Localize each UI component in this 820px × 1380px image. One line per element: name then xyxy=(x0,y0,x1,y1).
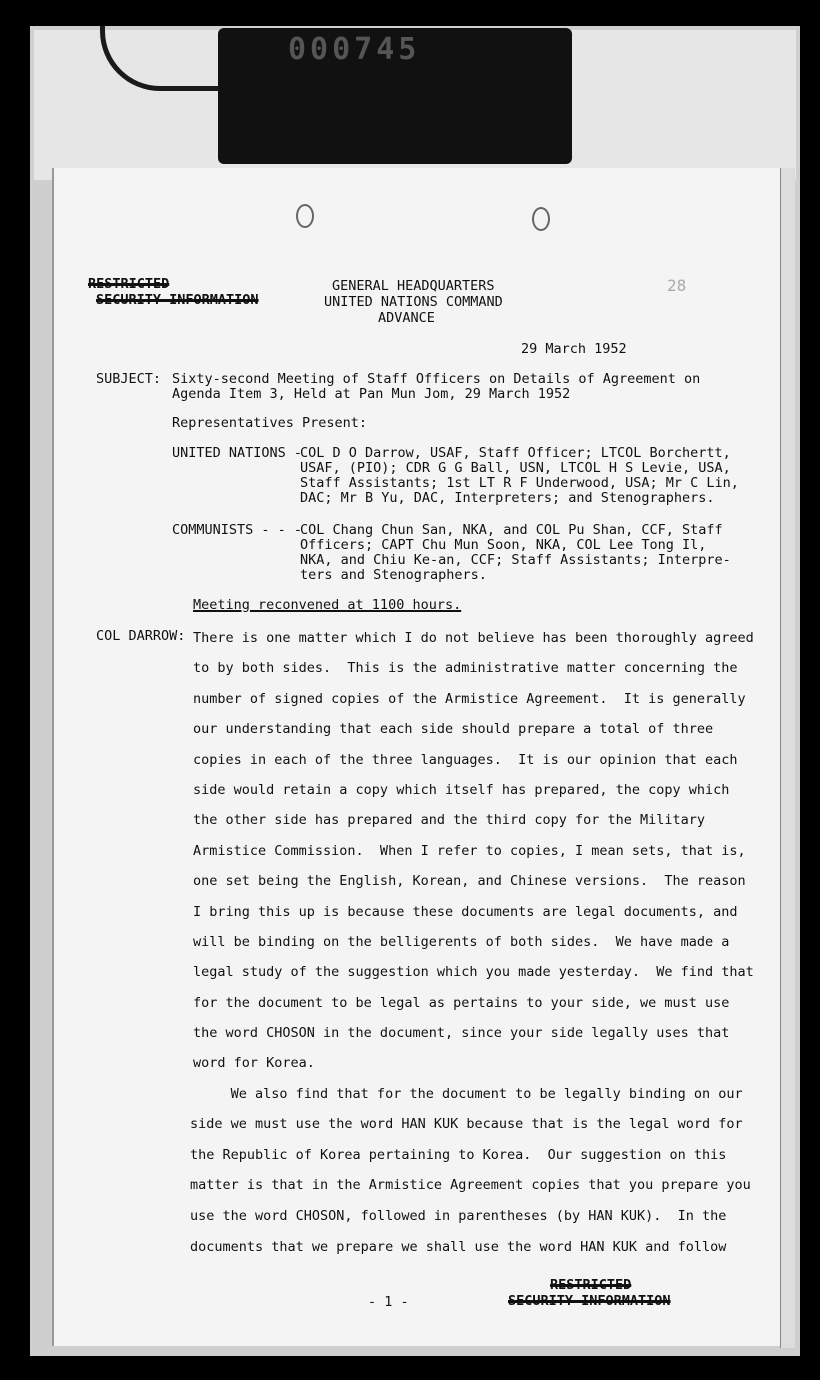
header-line-3: ADVANCE xyxy=(378,310,435,326)
para1-line-6: side would retain a copy which itself has prepared, the copy which xyxy=(193,782,730,798)
un-line-3: Staff Assistants; 1st LT R F Underwood, USA; Mr C Lin, xyxy=(300,475,739,491)
restricted-marking-bottom: RESTRICTED xyxy=(550,1277,632,1293)
page-mark: 28 xyxy=(667,276,687,295)
para1-line-5: copies in each of the three languages. It is our opinion that each xyxy=(193,752,738,768)
communists-line-2: Officers; CAPT Chu Mun Soon, NKA, COL Lee Tong Il, xyxy=(300,537,707,553)
para1-line-8: Armistice Commission. When I refer to copies, I mean sets, that is, xyxy=(193,843,746,859)
para1-line-14: the word CHOSON in the document, since your side legally uses that xyxy=(193,1025,730,1041)
para1-line-13: for the document to be legal as pertains to your side, we must use xyxy=(193,995,730,1011)
subject-line-1: Sixty-second Meeting of Staff Officers on Details of Agreement on xyxy=(172,371,701,387)
para1-line-3: number of signed copies of the Armistice Agreement. It is generally xyxy=(193,691,746,707)
para1-line-15: word for Korea. xyxy=(193,1055,315,1071)
restricted-marking-top: RESTRICTED xyxy=(88,276,170,292)
punch-hole-left xyxy=(296,204,314,228)
communists-line-1: COL Chang Chun San, NKA, and COL Pu Shan, CCF, Staff xyxy=(300,522,723,538)
para2-line-1: We also find that for the document to be legally binding on our xyxy=(190,1086,743,1102)
security-marking-top: SECURITY INFORMATION xyxy=(96,292,259,308)
para2-line-2: side we must use the word HAN KUK because that is the legal word for xyxy=(190,1116,743,1132)
meeting-reconvened: Meeting reconvened at 1100 hours. xyxy=(193,597,462,613)
speaker-label: COL DARROW: xyxy=(96,628,186,644)
header-line-2: UNITED NATIONS COMMAND xyxy=(324,294,503,310)
para2-line-6: documents that we prepare we shall use the word HAN KUK and follow xyxy=(190,1239,727,1255)
para1-line-1: There is one matter which I do not believe has been thoroughly agreed xyxy=(193,630,754,646)
punch-hole-right xyxy=(532,207,550,231)
para1-line-12: legal study of the suggestion which you made yesterday. We find that xyxy=(193,964,754,980)
para2-line-3: the Republic of Korea pertaining to Korea. Our suggestion on this xyxy=(190,1147,727,1163)
para1-line-4: our understanding that each side should prepare a total of three xyxy=(193,721,714,737)
subject-line-2: Agenda Item 3, Held at Pan Mun Jom, 29 March 1952 xyxy=(172,386,571,402)
communists-line-4: ters and Stenographers. xyxy=(300,567,487,583)
un-line-2: USAF, (PIO); CDR G G Ball, USN, LTCOL H S Levie, USA, xyxy=(300,460,731,476)
un-line-1: COL D O Darrow, USAF, Staff Officer; LTCOL Borchertt, xyxy=(300,445,731,461)
communists-label: COMMUNISTS - - - xyxy=(172,522,303,538)
para1-line-2: to by both sides. This is the administrative matter concerning the xyxy=(193,660,738,676)
frame-counter xyxy=(218,28,572,164)
para2-line-5: use the word CHOSON, followed in parentheses (by HAN KUK). In the xyxy=(190,1208,727,1224)
page-edge xyxy=(780,168,795,1348)
header-line-1: GENERAL HEADQUARTERS xyxy=(332,278,495,294)
representatives-title: Representatives Present: xyxy=(172,415,368,431)
para1-line-7: the other side has prepared and the third copy for the Military xyxy=(193,812,706,828)
document-date: 29 March 1952 xyxy=(521,341,627,357)
communists-line-3: NKA, and Chiu Ke-an, CCF; Staff Assistants; Interpre- xyxy=(300,552,731,568)
subject-label: SUBJECT: xyxy=(96,371,162,387)
para1-line-11: will be binding on the belligerents of both sides. We have made a xyxy=(193,934,730,950)
security-marking-bottom: SECURITY INFORMATION xyxy=(508,1293,671,1309)
para1-line-9: one set being the English, Korean, and Chinese versions. The reason xyxy=(193,873,746,889)
para2-line-4: matter is that in the Armistice Agreement copies that you prepare you xyxy=(190,1177,751,1193)
un-label: UNITED NATIONS - xyxy=(172,445,303,461)
para1-line-10: I bring this up is because these documents are legal documents, and xyxy=(193,904,738,920)
un-line-4: DAC; Mr B Yu, DAC, Interpreters; and Stenographers. xyxy=(300,490,715,506)
page-number: - 1 - xyxy=(368,1294,409,1310)
counter-digits: 000745 xyxy=(288,32,421,67)
